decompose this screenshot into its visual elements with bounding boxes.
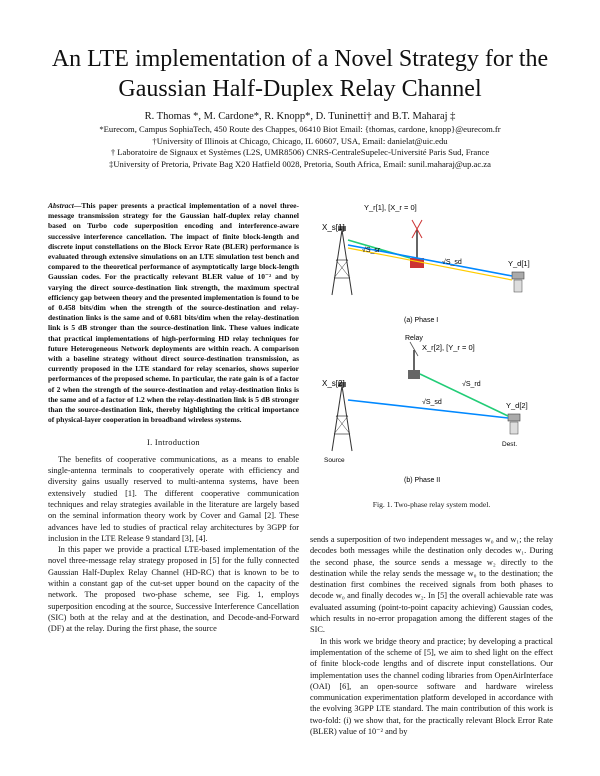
- phase-2-label: (b) Phase II: [404, 477, 441, 484]
- relay-text-phase2: Relay: [405, 335, 423, 342]
- source-text: Source: [324, 457, 345, 464]
- phase-1-diagram: [322, 203, 530, 324]
- phase-2-diagram: [322, 335, 528, 484]
- affiliations: [20, 124, 580, 170]
- affiliation-1: *Eurecom, Campus SophiaTech, 450 Route des Chappes, 06410 Biot Email: {thomas, cardone, knopp}@eurecom.fr: [99, 124, 501, 134]
- destination-label-phase1: Y_d[1]: [508, 259, 530, 268]
- abstract-label: Abstract: [48, 201, 74, 210]
- abstract: [48, 201, 299, 425]
- link-label-sd1: √S_sd: [442, 259, 462, 266]
- right-paragraph-2: In this work we bridge theory and practice; by developing a practical implementation of the scheme of [5], we aim to shed light on the effect of finite block-code lengths and of discrete input constellations. Our implementation uses the channel coding libraries from OpenAirInterface (OAI) [6], an open-source software and hardware wireless communication experimentation platform developed in accordance with the evolving 3GPP LTE standard. The main contribution of this work is two-fold: (i) we show that, for the practically relevant Block Error Rate (BLER) value of 10⁻² and by: [310, 636, 553, 737]
- intro-paragraph-2: In this paper we provide a practical LTE-based implementation of the novel three-message relay strategy proposed in [5] for the fully connected Gaussian Half-Duplex Relay Channel (HD-RC) that is known to be to within a constant gap of the cut-set upper bound on the capacity of the network. The proposed two-phase scheme, see Fig. 1, employs superposition encoding at the source, Successive Interference Cancellation (SIC) both at the relay and at the destination, and Decode-and-Forward (DF) at the relay. During the first phase, the source: [48, 545, 299, 634]
- figure-caption: Fig. 1. Two-phase relay system model.: [372, 500, 491, 509]
- section-heading-introduction: I. Introduction: [147, 438, 200, 448]
- author-list: R. Thomas *, M. Cardone*, R. Knopp*, D. Tuninetti† and B.T. Maharaj ‡: [144, 111, 456, 122]
- source-tower-icon-phase2: [332, 382, 352, 451]
- link-label-sr: √S_sr: [362, 247, 381, 254]
- relay-system-figure: [322, 200, 550, 496]
- destination-label-phase2: Y_d[2]: [506, 401, 528, 410]
- relay-label-phase1: Y_r[1], [X_r = 0]: [364, 203, 417, 212]
- link-label-rd: √S_rd: [462, 381, 481, 388]
- destination-icon: [512, 272, 524, 292]
- destination-icon-phase2: [508, 414, 520, 434]
- relay-label-phase2: X_r[2], [Y_r = 0]: [422, 343, 475, 352]
- intro-paragraph-1: The benefits of cooperative communications, as a means to enable single-antenna terminals to cooperatively operate with efficiency and diversity gains usually reserved to multi-antenna systems, have been extensively studied [1]. The different cooperative communication techniques and relay strategies available in the literature are largely based on the seminal information theory work by Cover and Gamal [2]. These advances have led to studies of practical relay architectures by 3GPP for inclusion in the LTE Release 9 standard [3], [4].: [48, 454, 299, 543]
- abstract-text: —This paper presents a practical implementation of a novel three-message transmission strategy for the Gaussian half-duplex relay channel based on Turbo code superposition encoding and interference-aware successive interference cancellation. The impact of finite block-length and discrete input constellations on the Block Error Rate (BLER) performance is evaluated through extensive simulations on an LTE simulation test bench and compared to the theoretical performance of asymptotically large block-length Gaussian codes. For the practically relevant BLER value of 10⁻² and by varying the direct source-destination link strength, the maximum spectral efficiency gap between theory and the presented implementation is found to be of 0.458 bits/dim when the strength of the source-destination and relay-destination links is the same and of 0.681 bits/dim when the relay-destination link is 5 dB stronger than the source-destination link. These values indicate that practical implementations of high-performing HD relay techniques for future Heterogeneous Network deployments are within reach. A comparison with a baseline strategy without direct source-destination transmission, as currently proposed in the LTE standard for relay scenarios, shows superior performances of the proposed scheme. In particular, the rate gain is of a factor of 2 when the strength of the source-destination and relay-destination links is the same and of a factor of 1.2 when the relay-destination link is 5 dB stronger than the source-destination link, thereby highlighting the critical importance of physical-layer cooperation in broadband wireless systems.: [48, 201, 300, 425]
- right-paragraph-1: sends a superposition of two independent messages w₀ and w₁; the relay decodes both messages while the destination only decodes w₁. During the second phase, the source sends a message w₂ directly to the destination while the relay sends the message w₀ to the destination; the destination first combines the received signals from both phases to decode w₀ and finally decodes w₂. In [5] the overall achievable rate was evaluated assuming (point-to-point capacity achieving) Gaussian codes, which results in no-error propagation among the different stages of the SIC.: [310, 535, 553, 635]
- relay-tower-icon: [408, 342, 420, 379]
- source-label-phase1: X_s[1]: [322, 223, 345, 232]
- destination-text: Dest.: [502, 441, 518, 448]
- source-tower-icon: [332, 226, 352, 295]
- affiliation-4: ‡University of Pretoria, Private Bag X20 Hatfield 0028, Pretoria, South Africa, Email: sunil.maharaj@up.ac.za: [109, 158, 491, 169]
- source-label-phase2: X_s[2]: [322, 379, 345, 388]
- affiliation-2: †University of Illinois at Chicago, Chicago, IL 60607, USA, Email: danielat@uic.edu: [152, 135, 448, 146]
- phase-1-label: (a) Phase I: [404, 317, 439, 324]
- left-column: [48, 201, 299, 635]
- paper-title: An LTE implementation of a Novel Strategy for the Gaussian Half-Duplex Relay Channel: [51, 46, 549, 102]
- right-column: [310, 534, 553, 737]
- link-label-sd2: √S_sd: [422, 399, 442, 406]
- affiliation-3: † Laboratoire de Signaux et Systèmes (L2S, UMR8506) CNRS-CentraleSupelec-Université Paris Sud, France: [110, 147, 490, 157]
